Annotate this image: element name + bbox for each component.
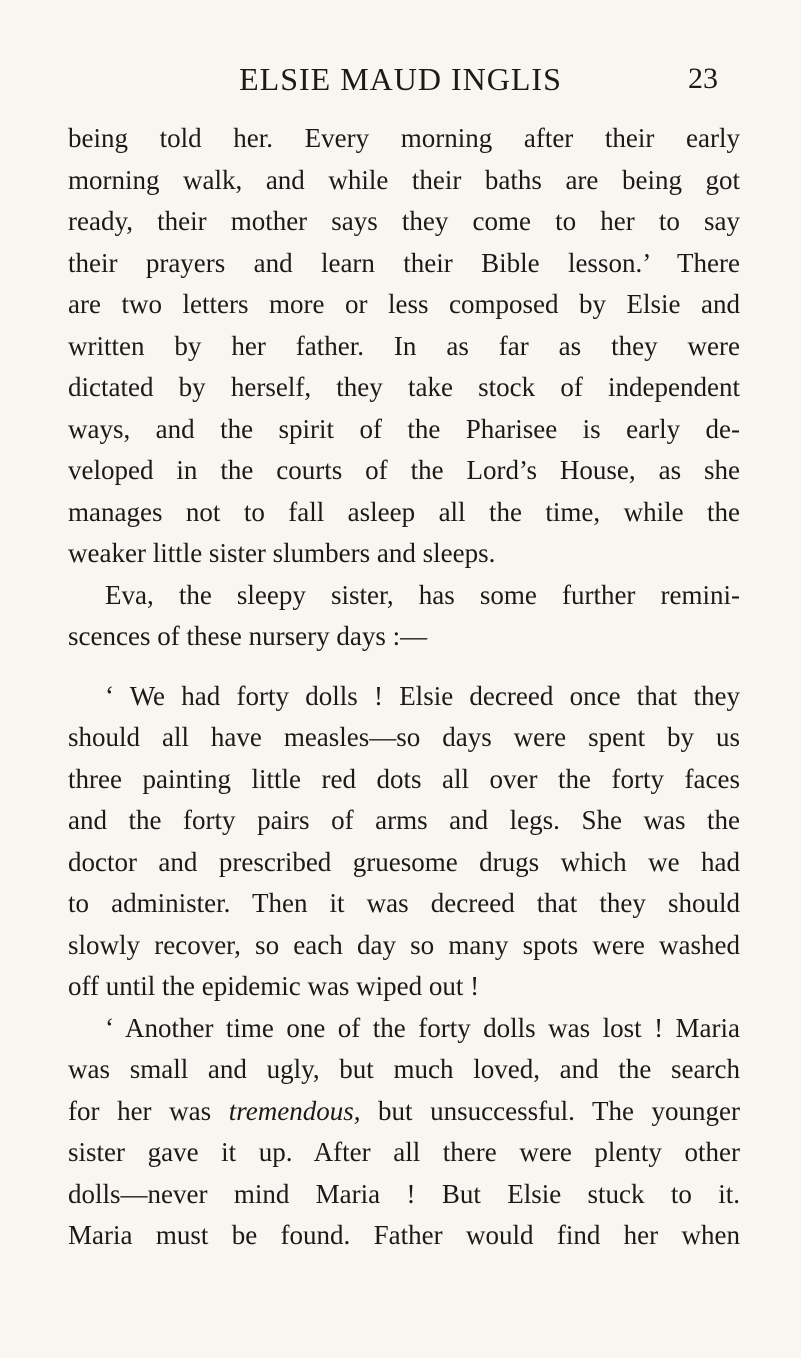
text-line: written by her father. In as far as they were bbox=[68, 330, 740, 361]
text-line: slowly recover, so each day so many spots were washed bbox=[68, 929, 740, 960]
paragraph-gap bbox=[68, 658, 740, 676]
body-text bbox=[68, 118, 740, 1257]
text-line: three painting little red dots all over the forty faces bbox=[68, 763, 740, 794]
text-segment: for her was bbox=[68, 1095, 229, 1126]
paragraph-1 bbox=[68, 118, 740, 575]
text-line: doctor and prescribed gruesome drugs which we had bbox=[68, 846, 740, 877]
text-line: their prayers and learn their Bible lesson.’ There bbox=[68, 247, 740, 278]
text-line: Eva, the sleepy sister, has some further remini- bbox=[105, 579, 740, 610]
text-line: off until the epidemic was wiped out ! bbox=[68, 971, 480, 1001]
text-line: weaker little sister slumbers and sleeps. bbox=[68, 538, 496, 568]
text-line: scences of these nursery days :— bbox=[68, 621, 428, 651]
paragraph-2 bbox=[68, 575, 740, 658]
text-line: was small and ugly, but much loved, and the search bbox=[68, 1054, 740, 1084]
paragraph-3 bbox=[68, 676, 740, 1008]
running-title: ELSIE MAUD INGLIS bbox=[239, 61, 562, 97]
text-line: to administer. Then it was decreed that they should bbox=[68, 888, 740, 918]
text-line: should all have measles—so days were spent by us bbox=[68, 722, 740, 752]
page-number: 23 bbox=[688, 62, 718, 95]
text-line: are two letters more or less composed by Elsie and bbox=[68, 289, 740, 319]
text-segment: but unsuccessful. The younger bbox=[360, 1095, 740, 1126]
text-line: morning walk, and while their baths are being got bbox=[68, 164, 740, 195]
text-line: ready, their mother says they come to her to say bbox=[68, 206, 740, 236]
italic-emphasis: tremendous, bbox=[228, 1095, 361, 1126]
running-head bbox=[0, 54, 801, 104]
text-line: and the forty pairs of arms and legs. She was the bbox=[68, 805, 740, 835]
text-line: dictated by herself, they take stock of independent bbox=[68, 372, 740, 402]
text-line: Maria must be found. Father would find her when bbox=[68, 1220, 740, 1250]
text-line: ways, and the spirit of the Pharisee is early de- bbox=[68, 413, 740, 444]
paragraph-4 bbox=[68, 1008, 740, 1257]
text-line: dolls—never mind Maria ! But Elsie stuck to it. bbox=[68, 1178, 740, 1209]
text-line: being told her. Every morning after their early bbox=[68, 123, 740, 153]
text-line-mixed bbox=[68, 1091, 740, 1133]
text-line: ‘ Another time one of the forty dolls was lost ! Maria bbox=[105, 1012, 740, 1043]
text-line: ‘ We had forty dolls ! Elsie decreed once that they bbox=[105, 680, 740, 711]
text-line: veloped in the courts of the Lord’s House, as she bbox=[68, 455, 740, 485]
text-line: sister gave it up. After all there were plenty other bbox=[68, 1137, 740, 1167]
text-line: manages not to fall asleep all the time, while the bbox=[68, 496, 740, 527]
